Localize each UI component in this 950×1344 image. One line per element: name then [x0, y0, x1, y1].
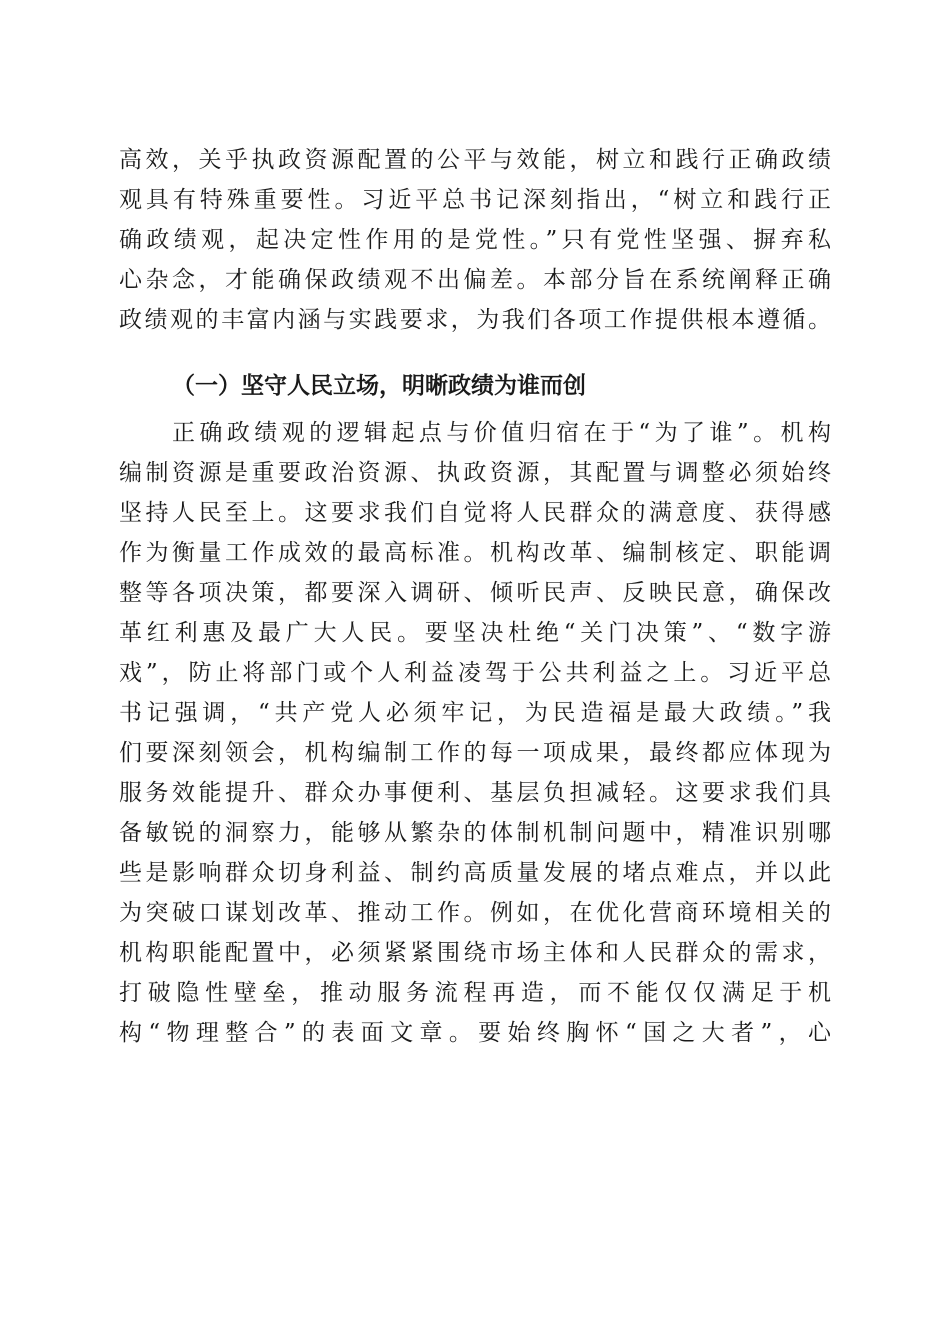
text-line: 政绩观的丰富内涵与实践要求，为我们各项工作提供根本遵循。	[119, 307, 831, 333]
text-line: 服务效能提升、群众办事便利、基层负担减轻。这要求我们具	[119, 780, 831, 806]
text-line: 革红利惠及最广大人民。要坚决杜绝“关门决策”、“数字游	[119, 620, 831, 646]
text-line: 些是影响群众切身利益、制约高质量发展的堵点难点，并以此	[119, 860, 831, 886]
text-line-indented: 正确政绩观的逻辑起点与价值归宿在于“为了谁”。机构	[172, 420, 831, 446]
text-line: 整等各项决策，都要深入调研、倾听民声、反映民意，确保改	[119, 580, 831, 606]
text-line: 为突破口谋划改革、推动工作。例如，在优化营商环境相关的	[119, 900, 831, 926]
text-line: 坚持人民至上。这要求我们自觉将人民群众的满意度、获得感	[119, 500, 831, 526]
text-line: 高效，关乎执政资源配置的公平与效能，树立和践行正确政绩	[119, 147, 831, 173]
section-heading: （一）坚守人民立场，明晰政绩为谁而创	[172, 373, 586, 399]
text-line: 们要深刻领会，机构编制工作的每一项成果，最终都应体现为	[119, 740, 831, 766]
text-line: 戏”，防止将部门或个人利益凌驾于公共利益之上。习近平总	[119, 660, 831, 686]
text-line: 备敏锐的洞察力，能够从繁杂的体制机制问题中，精准识别哪	[119, 820, 831, 846]
paragraph-2	[119, 413, 831, 1053]
text-line: 书记强调，“共产党人必须牢记，为民造福是最大政绩。”我	[119, 700, 831, 726]
text-line: 心杂念，才能确保政绩观不出偏差。本部分旨在系统阐释正确	[119, 267, 831, 293]
text-line: 确政绩观，起决定性作用的是党性。”只有党性坚强、摒弃私	[119, 227, 831, 253]
paragraph-1	[119, 140, 831, 340]
text-line: 观具有特殊重要性。习近平总书记深刻指出，“树立和践行正	[119, 187, 831, 213]
text-line: 打破隐性壁垒，推动服务流程再造，而不能仅仅满足于机	[119, 980, 831, 1006]
text-line: 编制资源是重要政治资源、执政资源，其配置与调整必须始终	[119, 460, 831, 486]
text-line: 构“物理整合”的表面文章。要始终胸怀“国之大者”，心	[119, 1020, 831, 1046]
text-line: 机构职能配置中，必须紧紧围绕市场主体和人民群众的需求，	[119, 940, 831, 966]
text-line: 作为衡量工作成效的最高标准。机构改革、编制核定、职能调	[119, 540, 831, 566]
